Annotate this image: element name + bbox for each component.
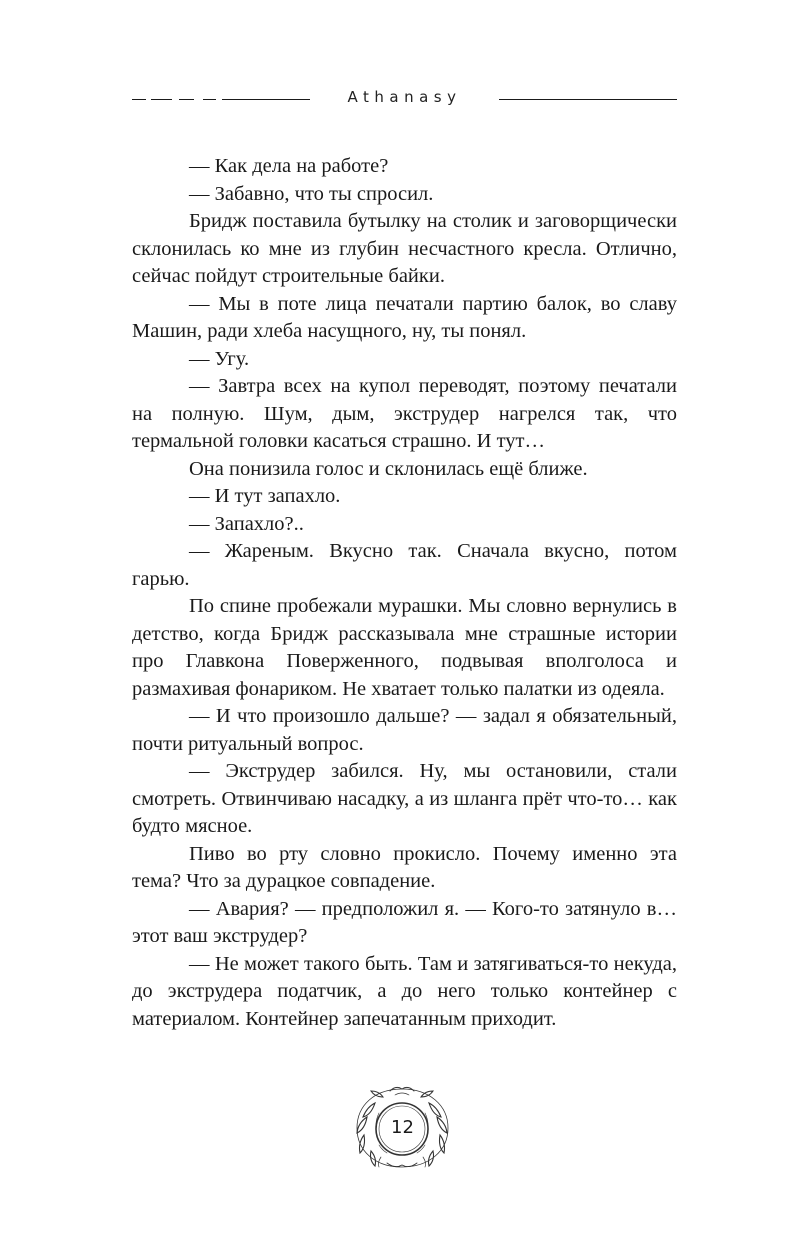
paragraph: — Завтра всех на купол переводят, поэтому печатали на полную. Шум, дым, экструдер нагрелся так, что термальной головки касаться страшно. И тут… xyxy=(132,375,677,452)
paragraph: — Запахло?.. xyxy=(189,512,304,535)
body-text xyxy=(132,153,677,1033)
paragraph: — Авария? — предположил я. — Кого-то затянуло в… этот ваш экструдер? xyxy=(132,897,677,947)
paragraph: — И что произошло дальше? — задал я обязательный, почти ритуальный вопрос. xyxy=(132,705,677,755)
paragraph: — И тут запахло. xyxy=(189,485,341,507)
paragraph: Бридж поставила бутылку на столик и заговорщически склонилась ко мне из глубин несчастного кресла. Отлично, сейчас пойдут строительные байки. xyxy=(132,210,677,287)
paragraph: — Экструдер забился. Ну, мы остановили, стали смотреть. Отвинчиваю насадку, а из шланга прёт что-то… как будто мясное. xyxy=(132,760,677,837)
paragraph: — Угу. xyxy=(189,347,250,370)
paragraph: Пиво во рту словно прокисло. Почему именно эта тема? Что за дурацкое совпадение. xyxy=(132,842,677,892)
running-header xyxy=(132,86,677,112)
paragraph: — Как дела на работе? xyxy=(189,155,389,177)
paragraph: — Мы в поте лица печатали партию балок, во славу Машин, ради хлеба насущного, ну, ты понял. xyxy=(132,292,677,342)
paragraph: — Не может такого быть. Там и затягиваться-то некуда, до экструдера податчик, а до него только контейнер с материалом. Контейнер запечатанным приходит. xyxy=(132,952,677,1030)
page-footer xyxy=(345,1083,460,1173)
paragraph: Она понизила голос и склонилась ещё ближе. xyxy=(189,457,588,480)
paragraph: — Забавно, что ты спросил. xyxy=(189,182,434,205)
paragraph: По спине пробежали мурашки. Мы словно вернулись в детство, когда Бридж рассказывала мне страшные истории про Главкона Поверженного, подвывая вполголоса и размахивая фонариком. Не хватает только палатки из одеяла. xyxy=(132,595,677,700)
header-title: Athanasy xyxy=(347,88,462,106)
paragraph: — Жареным. Вкусно так. Сначала вкусно, потом гарью. xyxy=(132,540,677,590)
page-number: 12 xyxy=(391,1117,414,1138)
header-rule-right xyxy=(499,99,677,100)
